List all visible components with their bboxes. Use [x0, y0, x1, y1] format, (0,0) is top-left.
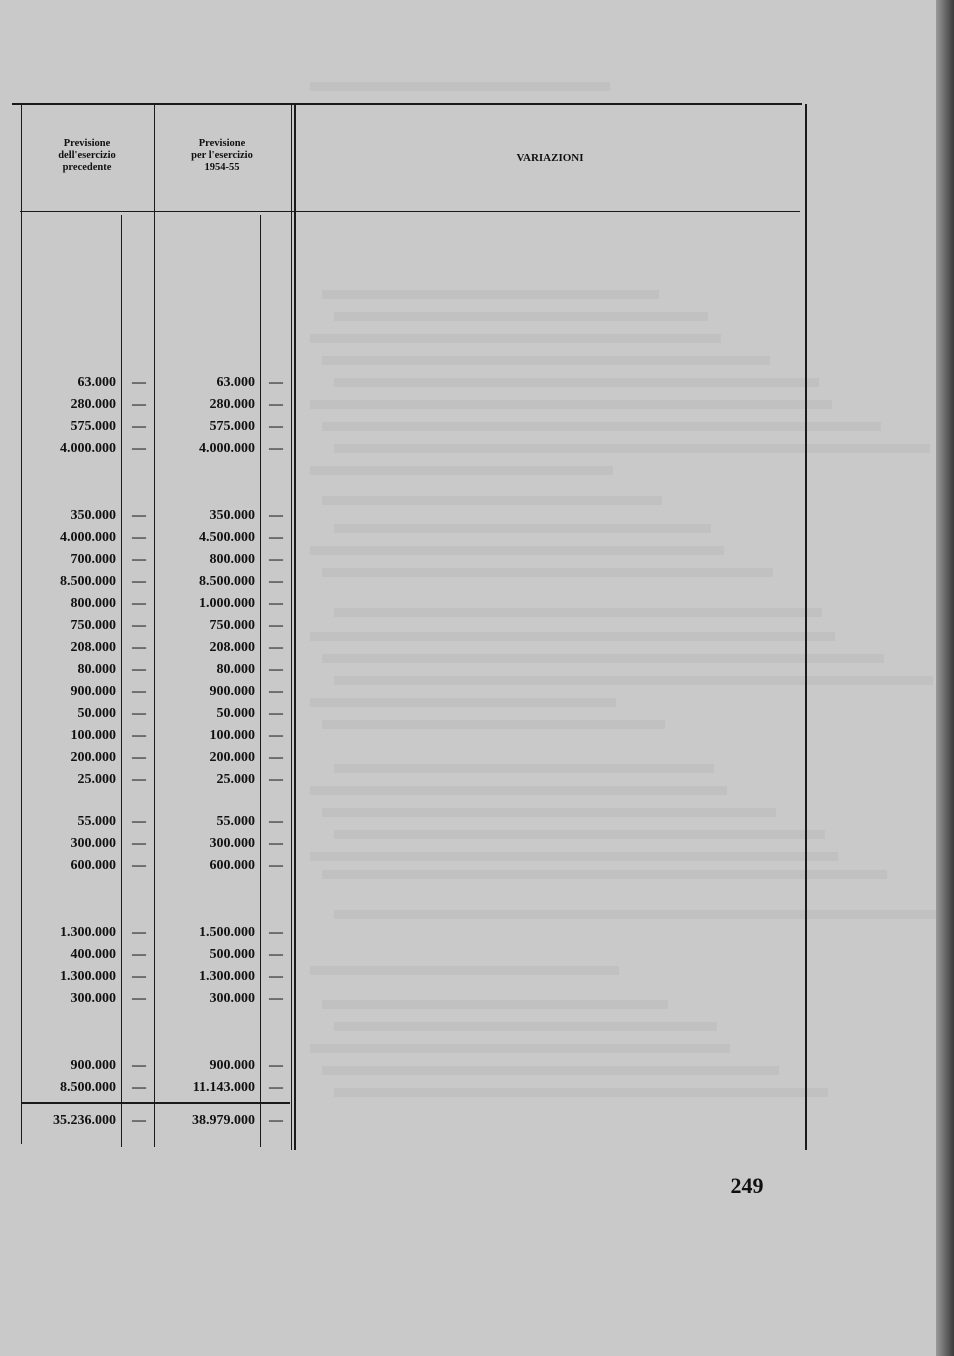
variation-dash: — — [269, 508, 283, 523]
variation-dash: — — [269, 750, 283, 765]
previsione-precedente-value: 350.000 — [70, 508, 116, 523]
previsione-esercizio-value: 11.143.000 — [192, 1080, 255, 1095]
total-precedente-value: 35.236.000 — [53, 1113, 116, 1128]
previsione-precedente-value: 4.000.000 — [60, 441, 116, 456]
variation-dash: — — [269, 684, 283, 699]
variation-dash: — — [132, 706, 146, 721]
col-rule — [294, 104, 296, 1150]
variation-dash: — — [132, 814, 146, 829]
previsione-esercizio-value: 208.000 — [209, 640, 255, 655]
previsione-precedente-value: 8.500.000 — [60, 574, 116, 589]
previsione-esercizio-value: 80.000 — [216, 662, 255, 677]
previsione-esercizio-value: 300.000 — [209, 836, 255, 851]
variation-dash: — — [132, 991, 146, 1006]
variation-dash: — — [132, 684, 146, 699]
previsione-esercizio-value: 800.000 — [209, 552, 255, 567]
previsione-esercizio-value: 100.000 — [209, 728, 255, 743]
variation-dash: — — [269, 596, 283, 611]
variation-dash: — — [132, 925, 146, 940]
variation-dash: — — [269, 530, 283, 545]
previsione-esercizio-value: 25.000 — [216, 772, 255, 787]
variation-dash: — — [132, 662, 146, 677]
variation-dash: — — [132, 375, 146, 390]
variation-dash: — — [269, 947, 283, 962]
variation-dash: — — [269, 925, 283, 940]
col-rule — [291, 104, 292, 1150]
previsione-esercizio-value: 280.000 — [209, 397, 255, 412]
header-rule — [20, 211, 800, 212]
variation-dash: — — [269, 397, 283, 412]
header-previsione-esercizio: Previsione per l'esercizio 1954-55 — [191, 138, 253, 173]
previsione-precedente-value: 50.000 — [77, 706, 116, 721]
variation-dash: — — [269, 375, 283, 390]
variation-dash: — — [269, 706, 283, 721]
previsione-esercizio-value: 900.000 — [209, 684, 255, 699]
variation-dash: — — [132, 640, 146, 655]
previsione-esercizio-value: 500.000 — [209, 947, 255, 962]
variation-dash: — — [132, 728, 146, 743]
previsione-esercizio-value: 55.000 — [216, 814, 255, 829]
previsione-precedente-value: 1.300.000 — [60, 969, 116, 984]
previsione-esercizio-value: 300.000 — [209, 991, 255, 1006]
previsione-precedente-value: 575.000 — [70, 419, 116, 434]
previsione-esercizio-value: 1.500.000 — [199, 925, 255, 940]
variation-dash: — — [269, 574, 283, 589]
previsione-precedente-value: 80.000 — [77, 662, 116, 677]
previsione-precedente-value: 208.000 — [70, 640, 116, 655]
previsione-precedente-value: 63.000 — [77, 375, 116, 390]
variation-dash: — — [132, 508, 146, 523]
variation-dash: — — [132, 772, 146, 787]
variation-dash: — — [132, 1080, 146, 1095]
variation-dash: — — [132, 397, 146, 412]
total-esercizio-value: 38.979.000 — [192, 1113, 255, 1128]
previsione-precedente-value: 600.000 — [70, 858, 116, 873]
page-number: 249 — [730, 1173, 764, 1198]
previsione-precedente-value: 4.000.000 — [60, 530, 116, 545]
previsione-esercizio-value: 4.000.000 — [199, 441, 255, 456]
previsione-esercizio-value: 8.500.000 — [199, 574, 255, 589]
top-rule — [12, 103, 802, 105]
previsione-esercizio-value: 200.000 — [209, 750, 255, 765]
variation-dash: — — [132, 419, 146, 434]
variation-dash: — — [269, 969, 283, 984]
previsione-precedente-value: 1.300.000 — [60, 925, 116, 940]
col-rule — [121, 215, 122, 1147]
variation-dash: — — [132, 441, 146, 456]
variation-dash: — — [132, 836, 146, 851]
previsione-precedente-value: 25.000 — [77, 772, 116, 787]
variation-dash: — — [132, 530, 146, 545]
previsione-precedente-value: 200.000 — [70, 750, 116, 765]
variation-dash: — — [132, 552, 146, 567]
previsione-precedente-value: 900.000 — [70, 1058, 116, 1073]
variation-dash: — — [269, 1058, 283, 1073]
variation-dash: — — [132, 1058, 146, 1073]
variation-dash: — — [269, 814, 283, 829]
col-rule — [805, 104, 807, 1150]
previsione-precedente-value: 700.000 — [70, 552, 116, 567]
variation-dash: — — [269, 618, 283, 633]
header-variazioni: VARIAZIONI — [516, 152, 584, 164]
variation-dash: — — [132, 750, 146, 765]
previsione-esercizio-value: 600.000 — [209, 858, 255, 873]
previsione-esercizio-value: 900.000 — [209, 1058, 255, 1073]
variation-dash: — — [269, 858, 283, 873]
previsione-precedente-value: 300.000 — [70, 991, 116, 1006]
previsione-esercizio-value: 575.000 — [209, 419, 255, 434]
col-rule — [260, 215, 261, 1147]
previsione-precedente-value: 300.000 — [70, 836, 116, 851]
variation-dash: — — [269, 991, 283, 1006]
previsione-esercizio-value: 1.300.000 — [199, 969, 255, 984]
previsione-precedente-value: 400.000 — [70, 947, 116, 962]
variation-dash: — — [132, 618, 146, 633]
previsione-precedente-value: 800.000 — [70, 596, 116, 611]
previsione-precedente-value: 280.000 — [70, 397, 116, 412]
previsione-esercizio-value: 63.000 — [216, 375, 255, 390]
variation-dash: — — [132, 1113, 146, 1128]
variation-dash: — — [269, 1080, 283, 1095]
variation-dash: — — [132, 858, 146, 873]
previsione-esercizio-value: 4.500.000 — [199, 530, 255, 545]
previsione-esercizio-value: 1.000.000 — [199, 596, 255, 611]
variation-dash: — — [269, 1113, 283, 1128]
variation-dash: — — [269, 836, 283, 851]
variation-dash: — — [269, 419, 283, 434]
previsione-esercizio-value: 750.000 — [209, 618, 255, 633]
variation-dash: — — [269, 552, 283, 567]
previsione-esercizio-value: 50.000 — [216, 706, 255, 721]
previsione-precedente-value: 900.000 — [70, 684, 116, 699]
previsione-precedente-value: 750.000 — [70, 618, 116, 633]
variation-dash: — — [269, 728, 283, 743]
variation-dash: — — [132, 596, 146, 611]
variation-dash: — — [269, 662, 283, 677]
variation-dash: — — [269, 640, 283, 655]
previsione-precedente-value: 8.500.000 — [60, 1080, 116, 1095]
variation-dash: — — [132, 574, 146, 589]
previsione-precedente-value: 100.000 — [70, 728, 116, 743]
variation-dash: — — [132, 969, 146, 984]
variation-dash: — — [132, 947, 146, 962]
previsione-precedente-value: 55.000 — [77, 814, 116, 829]
variation-dash: — — [269, 772, 283, 787]
total-rule — [22, 1102, 290, 1104]
header-previsione-precedente: Previsione dell'esercizio precedente — [58, 138, 116, 173]
variation-dash: — — [269, 441, 283, 456]
previsione-esercizio-value: 350.000 — [209, 508, 255, 523]
